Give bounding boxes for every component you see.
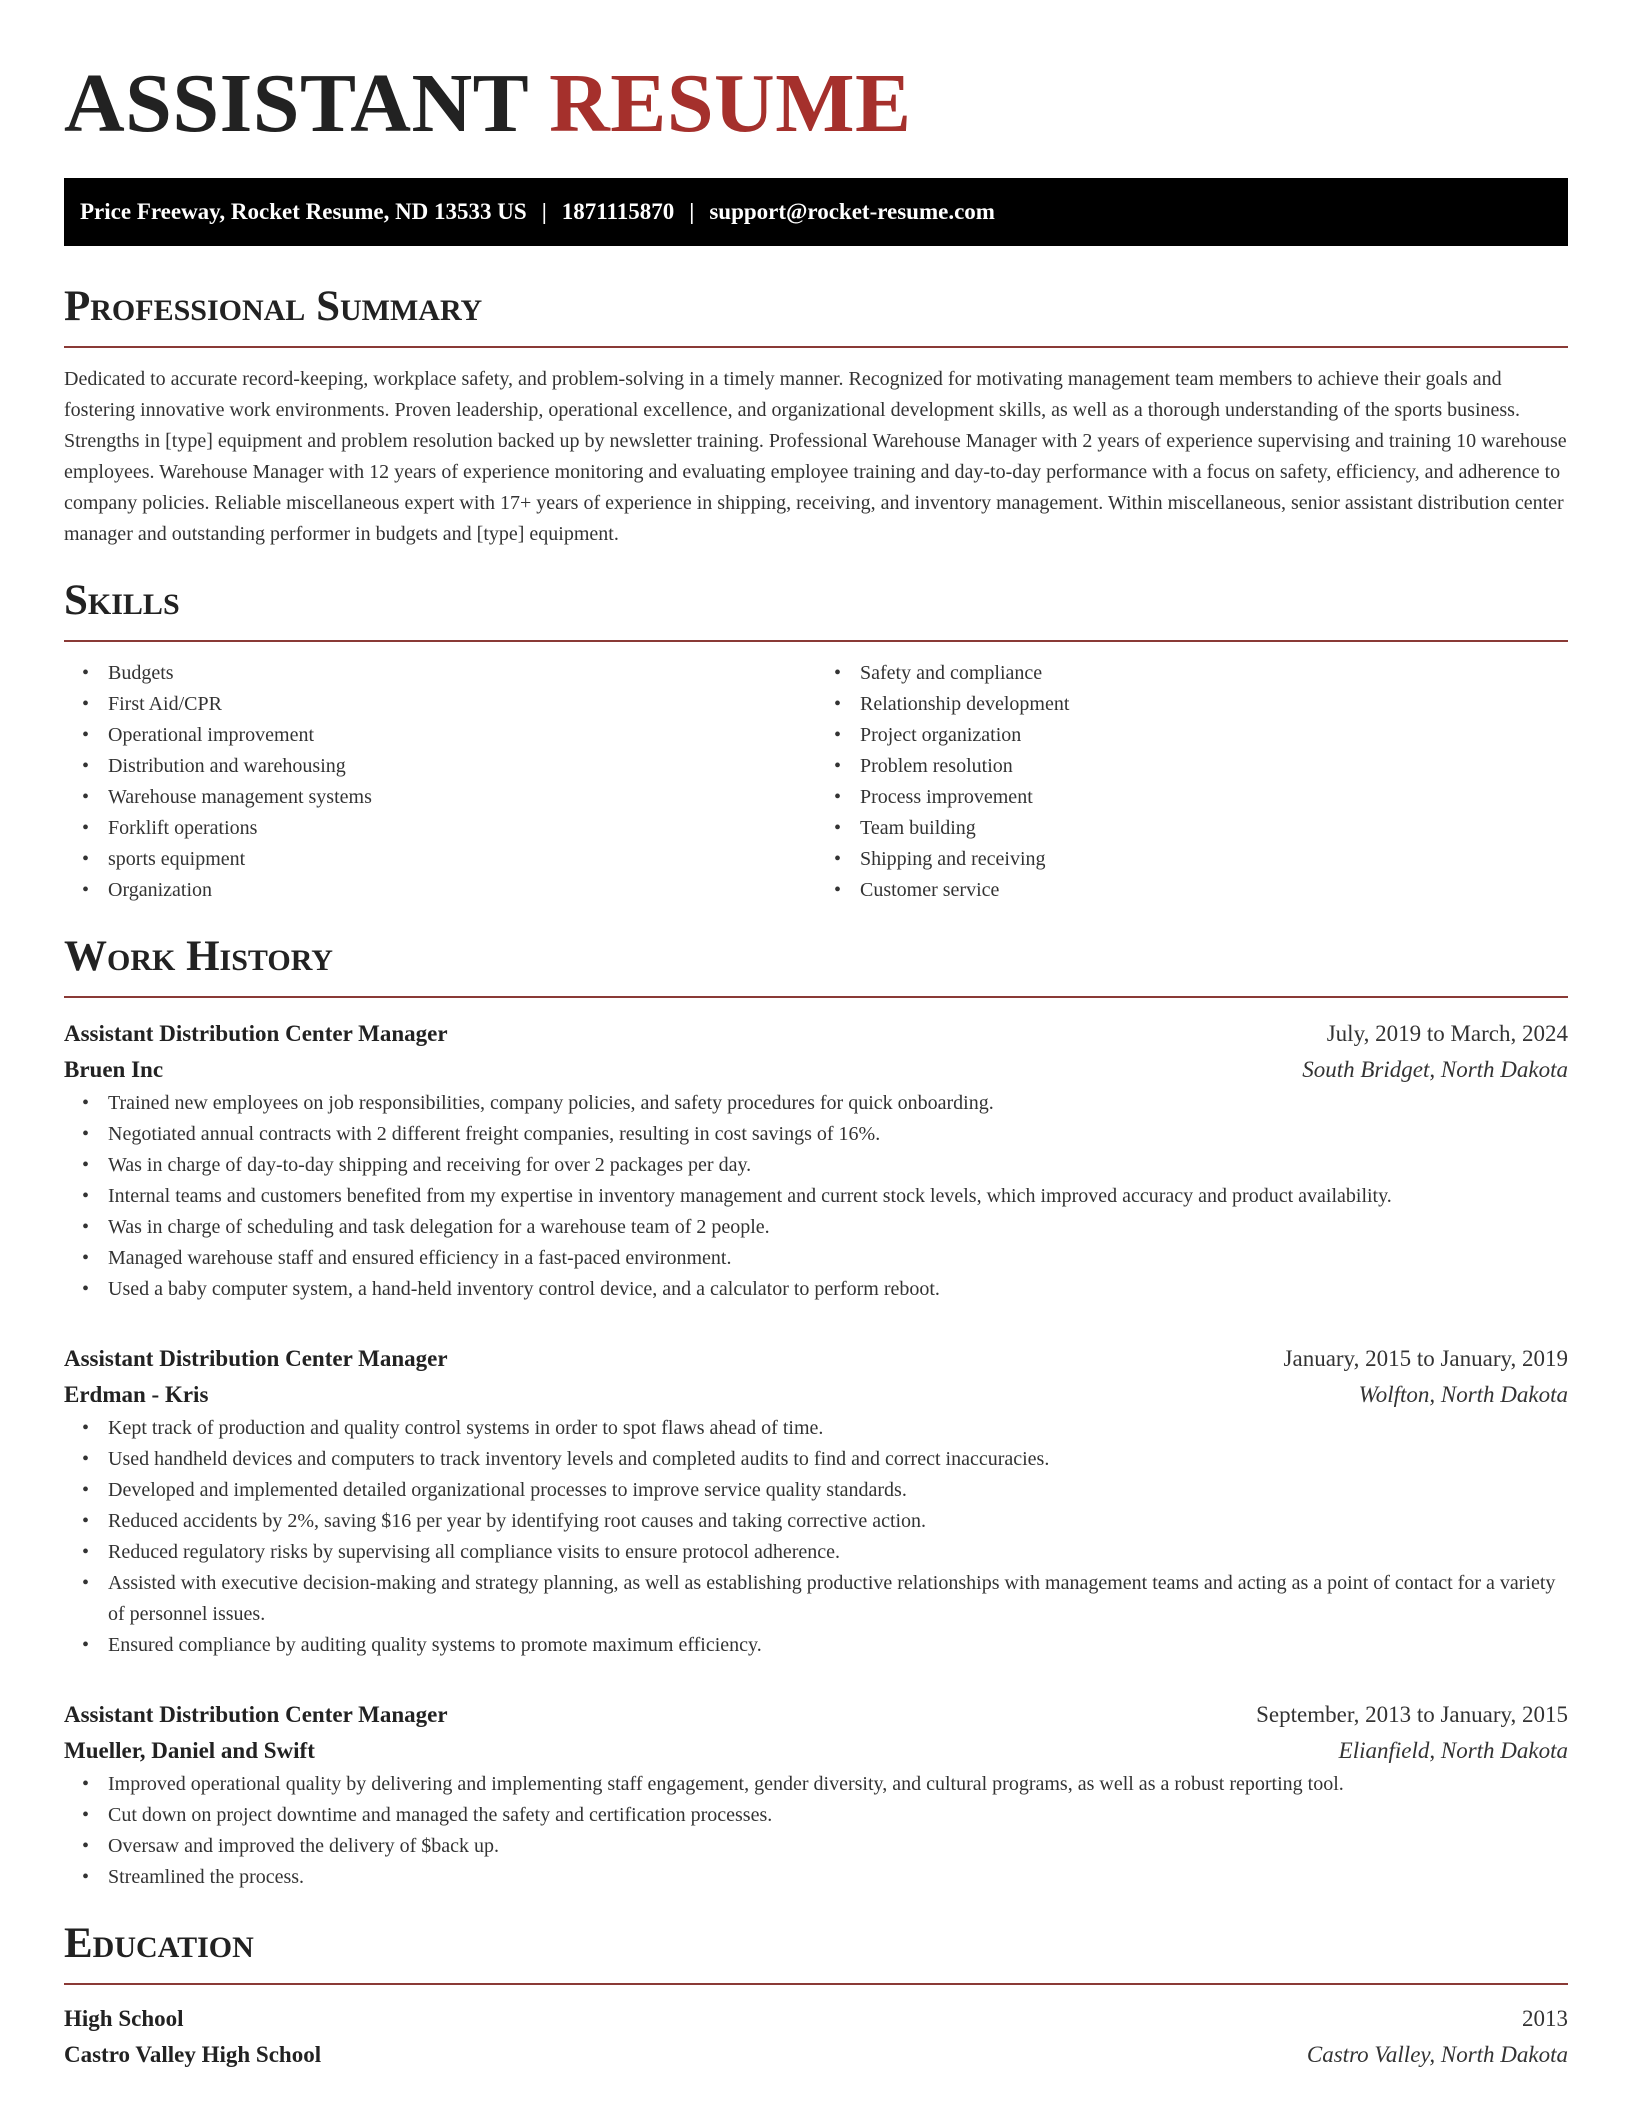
summary-title: Professional Summary <box>64 283 483 330</box>
job-location: South Bridget, North Dakota <box>1302 1057 1568 1082</box>
education-degree: High School <box>64 2006 184 2031</box>
job-bullet: • Reduced regulatory risks by supervising all compliance visits to ensure protocol adherence. <box>108 1537 1568 1568</box>
skill-item: • Forklift operations <box>108 813 816 844</box>
skill-item: • Warehouse management systems <box>108 782 816 813</box>
job-bullet: • Streamlined the process. <box>108 1862 1568 1893</box>
job-dates: July, 2019 to March, 2024 <box>1326 1021 1568 1046</box>
contact-address: Price Freeway, Rocket Resume, ND 13533 US <box>80 199 527 224</box>
skill-item: • Operational improvement <box>108 720 816 751</box>
skill-item: • Process improvement <box>860 782 1568 813</box>
skill-item: • Budgets <box>108 658 816 689</box>
job-bullet: • Internal teams and customers benefited from my expertise in inventory management and current stock levels, which improved accuracy and product availability. <box>108 1181 1568 1212</box>
job-company: Bruen Inc <box>64 1057 164 1082</box>
work-history-title: Work History <box>64 933 333 980</box>
education-location: Castro Valley, North Dakota <box>1306 2042 1568 2067</box>
summary-section <box>64 282 1568 550</box>
work-history-section <box>64 932 1568 1893</box>
skill-item: • Relationship development <box>860 689 1568 720</box>
skill-item: • Project organization <box>860 720 1568 751</box>
skill-item: • Distribution and warehousing <box>108 751 816 782</box>
job-bullet: • Trained new employees on job responsibilities, company policies, and safety procedures for quick onboarding. <box>108 1088 1568 1119</box>
job-bullet: • Ensured compliance by auditing quality systems to promote maximum efficiency. <box>108 1630 1568 1661</box>
job-bullets <box>64 1088 1568 1305</box>
job-bullets <box>64 1413 1568 1661</box>
job-bullet: • Oversaw and improved the delivery of $back up. <box>108 1831 1568 1862</box>
job-entry <box>64 1697 1568 1893</box>
job-bullet: • Cut down on project downtime and managed the safety and certification processes. <box>108 1800 1568 1831</box>
skills-column-left <box>64 658 816 906</box>
section-divider <box>64 996 1568 998</box>
job-company: Erdman - Kris <box>64 1382 209 1407</box>
skills-column-right <box>816 658 1568 906</box>
skill-item: • Problem resolution <box>860 751 1568 782</box>
job-bullet: • Negotiated annual contracts with 2 different freight companies, resulting in cost savings of 16%. <box>108 1119 1568 1150</box>
job-bullets <box>64 1769 1568 1893</box>
skill-item: • Team building <box>860 813 1568 844</box>
job-bullet: • Improved operational quality by delivering and implementing staff engagement, gender diversity, and cultural programs, as well as a robust reporting tool. <box>108 1769 1568 1800</box>
resume-name <box>64 58 1568 150</box>
job-bullet: • Reduced accidents by 2%, saving $16 per year by identifying root causes and taking corrective action. <box>108 1506 1568 1537</box>
skills-title: Skills <box>64 577 180 624</box>
name-first: ASSISTANT <box>64 57 528 150</box>
section-divider <box>64 346 1568 348</box>
education-school: Castro Valley High School <box>64 2042 322 2067</box>
job-bullet: • Kept track of production and quality control systems in order to spot flaws ahead of time. <box>108 1413 1568 1444</box>
section-divider <box>64 640 1568 642</box>
skill-item: • Shipping and receiving <box>860 844 1568 875</box>
contact-separator: | <box>689 199 695 224</box>
skill-item: • sports equipment <box>108 844 816 875</box>
job-bullet: • Used a baby computer system, a hand-held inventory control device, and a calculator to perform reboot. <box>108 1274 1568 1305</box>
contact-separator: | <box>541 199 547 224</box>
skill-item: • Organization <box>108 875 816 906</box>
job-bullet: • Assisted with executive decision-making and strategy planning, as well as establishing productive relationships with management teams and acting as a point of contact for a variety of personnel issues. <box>108 1568 1568 1630</box>
job-company: Mueller, Daniel and Swift <box>64 1738 315 1763</box>
job-bullet: • Was in charge of day-to-day shipping and receiving for over 2 packages per day. <box>108 1150 1568 1181</box>
contact-email: support@rocket-resume.com <box>709 199 995 224</box>
job-dates: January, 2015 to January, 2019 <box>1283 1346 1568 1371</box>
job-bullet: • Developed and implemented detailed organizational processes to improve service quality standards. <box>108 1475 1568 1506</box>
skill-item: • Customer service <box>860 875 1568 906</box>
job-title: Assistant Distribution Center Manager <box>64 1702 448 1727</box>
skills-section <box>64 576 1568 906</box>
name-second: RESUME <box>549 57 912 150</box>
job-entry <box>64 1341 1568 1661</box>
job-title: Assistant Distribution Center Manager <box>64 1346 448 1371</box>
education-entry <box>64 2001 1568 2073</box>
job-dates: September, 2013 to January, 2015 <box>1256 1702 1568 1727</box>
skill-item: • Safety and compliance <box>860 658 1568 689</box>
job-entry <box>64 1016 1568 1305</box>
job-location: Elianfield, North Dakota <box>1338 1738 1568 1763</box>
summary-text: Dedicated to accurate record-keeping, workplace safety, and problem-solving in a timely manner. Recognized for motivating management team members to achieve their goals and fostering innovative work environments. Proven leadership, operational excellence, and organizational development skills, as well as a thorough understanding of the sports business. Strengths in [type] equipment and problem resolution backed up by newsletter training. Professional Warehouse Manager with 2 years of experience supervising and training 10 warehouse employees. Warehouse Manager with 12 years of experience monitoring and evaluating employee training and day-to-day performance with a focus on safety, efficiency, and adherence to company policies. Reliable miscellaneous expert with 17+ years of experience in shipping, receiving, and inventory management. Within miscellaneous, senior assistant distribution center manager and outstanding performer in budgets and [type] equipment. <box>64 368 1567 545</box>
job-bullet: • Was in charge of scheduling and task delegation for a warehouse team of 2 people. <box>108 1212 1568 1243</box>
job-bullet: • Used handheld devices and computers to track inventory levels and completed audits to find and correct inaccuracies. <box>108 1444 1568 1475</box>
job-title: Assistant Distribution Center Manager <box>64 1021 448 1046</box>
job-bullet: • Managed warehouse staff and ensured efficiency in a fast-paced environment. <box>108 1243 1568 1274</box>
contact-phone: 1871115870 <box>561 199 675 224</box>
skill-item: • First Aid/CPR <box>108 689 816 720</box>
section-divider <box>64 1983 1568 1985</box>
job-location: Wolfton, North Dakota <box>1358 1382 1568 1407</box>
education-year: 2013 <box>1522 2006 1568 2031</box>
skills-list <box>64 658 1568 906</box>
education-section <box>64 1919 1568 2073</box>
education-title: Education <box>64 1920 254 1967</box>
contact-bar <box>64 178 1568 246</box>
